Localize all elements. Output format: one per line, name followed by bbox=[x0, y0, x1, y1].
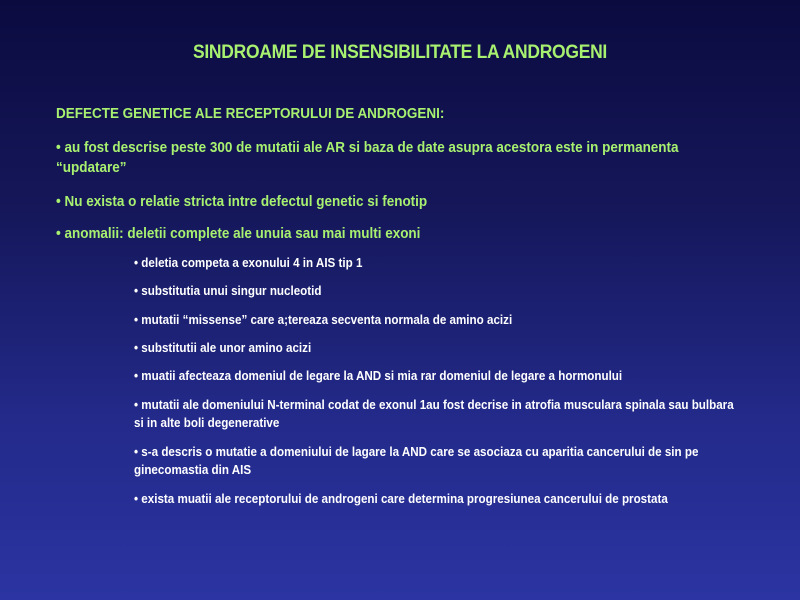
main-bullet-anomalies: • anomalii: deletii complete ale unuia sau mai multi exoni bbox=[56, 226, 421, 242]
main-bullet-mutations: • au fost descrise peste 300 de mutatii ale AR si baza de date asupra acestora este in permanenta “updatare” bbox=[56, 140, 679, 176]
sub-bullet-dna-domain: • muatii afecteaza domeniul de legare la AND si mia rar domeniul de legare a hormonului bbox=[134, 369, 623, 383]
slide-title: SINDROAME DE INSENSIBILITATE LA ANDROGENI bbox=[192, 42, 608, 63]
sub-bullet-amino-acids: • substitutii ale unor amino acizi bbox=[134, 341, 312, 355]
sub-bullet-n-terminal: • mutatii ale domeniului N-terminal codat de exonul 1au fost decrise in atrofia musculara spinala sau bulbara si in alte boli degenerative bbox=[134, 398, 734, 430]
sub-bullet-prostate-cancer: • exista muatii ale receptorului de androgeni care determina progresiunea cancerului de prostata bbox=[134, 492, 668, 506]
sub-bullet-deletion: • deletia competa a exonului 4 in AIS tip 1 bbox=[134, 256, 363, 270]
section-heading: DEFECTE GENETICE ALE RECEPTORULUI DE ANDROGENI: bbox=[56, 106, 445, 122]
sub-bullet-missense: • mutatii “missense” care a;tereaza secventa normala de amino acizi bbox=[134, 313, 513, 327]
sub-bullet-substitution: • substitutia unui singur nucleotid bbox=[134, 284, 322, 298]
main-bullet-phenotype: • Nu exista o relatie stricta intre defectul genetic si fenotip bbox=[56, 194, 428, 210]
sub-bullet-breast-cancer: • s-a descris o mutatie a domeniului de lagare la AND care se asociaza cu aparitia cancerului de sin pe ginecomastia din AIS bbox=[134, 445, 699, 477]
